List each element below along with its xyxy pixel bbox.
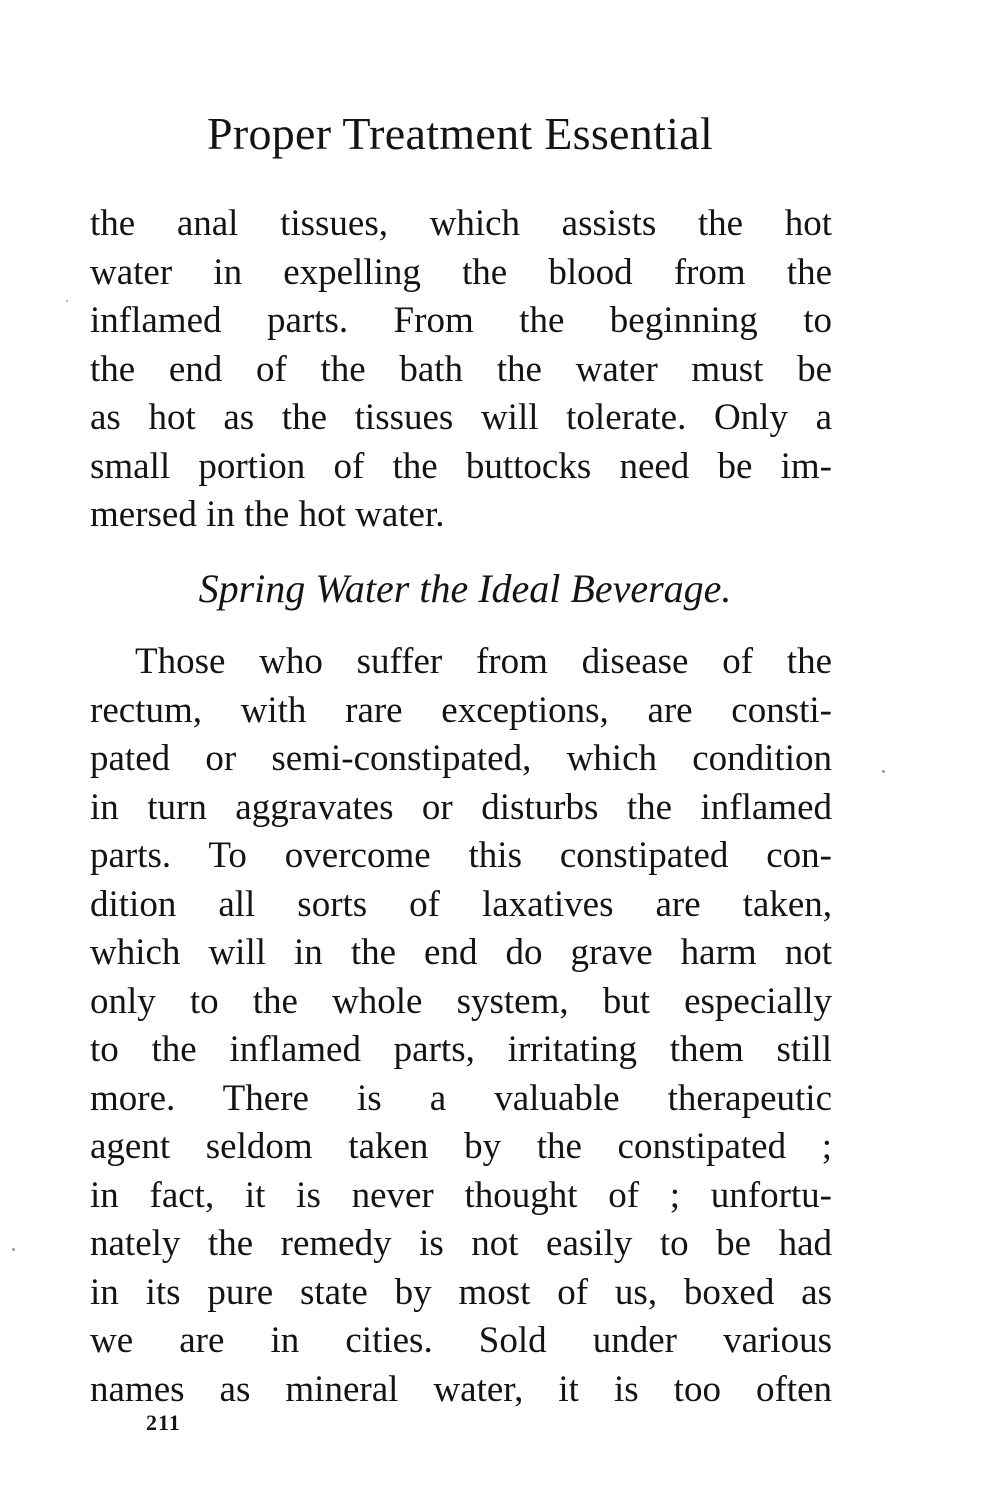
text-line: mersed in the hot water. [90,494,445,535]
text-line: the anal tissues, which assists the hot [90,203,832,244]
text-line: rectum, with rare exceptions, are consti- [90,689,832,731]
scan-speck [12,1248,15,1251]
text-line: we are in cities. Sold under various [90,1320,832,1361]
text-line: only to the whole system, but especially [90,980,832,1022]
text-line: nately the remedy is not easily to be had [90,1223,832,1264]
page-number: 211 [146,1410,181,1435]
text-line: in fact, it is never thought of ; unfortu- [90,1174,832,1216]
running-title: Proper Treatment Essential [206,108,714,159]
paragraph-1 [90,200,832,540]
text-line: water in expelling the blood from the [90,251,832,293]
text-line: in turn aggravates or disturbs the inflamed [90,786,832,828]
text-line: pated or semi-constipated, which condition [90,738,832,779]
text-line: more. There is a valuable therapeutic [90,1077,832,1119]
text-line: inflamed parts. From the beginning to [90,300,832,341]
scan-speck [66,300,68,302]
text-line: to the inflamed parts, irritating them still [90,1029,832,1070]
text-line: agent seldom taken by the constipated ; [90,1126,832,1167]
scan-speck [882,770,885,773]
section-subheading: Spring Water the Ideal Beverage. [198,566,732,611]
text-line: names as mineral water, it is too often [90,1368,832,1410]
text-line: as hot as the tissues will tolerate. Only a [90,397,832,438]
paragraph-2 [90,638,832,1414]
text-line: dition all sorts of laxatives are taken, [90,883,832,925]
text-line: parts. To overcome this constipated con- [90,835,832,876]
text-line: in its pure state by most of us, boxed as [90,1271,832,1313]
text-line: the end of the bath the water must be [90,348,832,390]
text-line: small portion of the buttocks need be im- [90,445,832,487]
text-line: which will in the end do grave harm not [90,932,832,973]
text-line: Those who suffer from disease of the [135,641,832,682]
